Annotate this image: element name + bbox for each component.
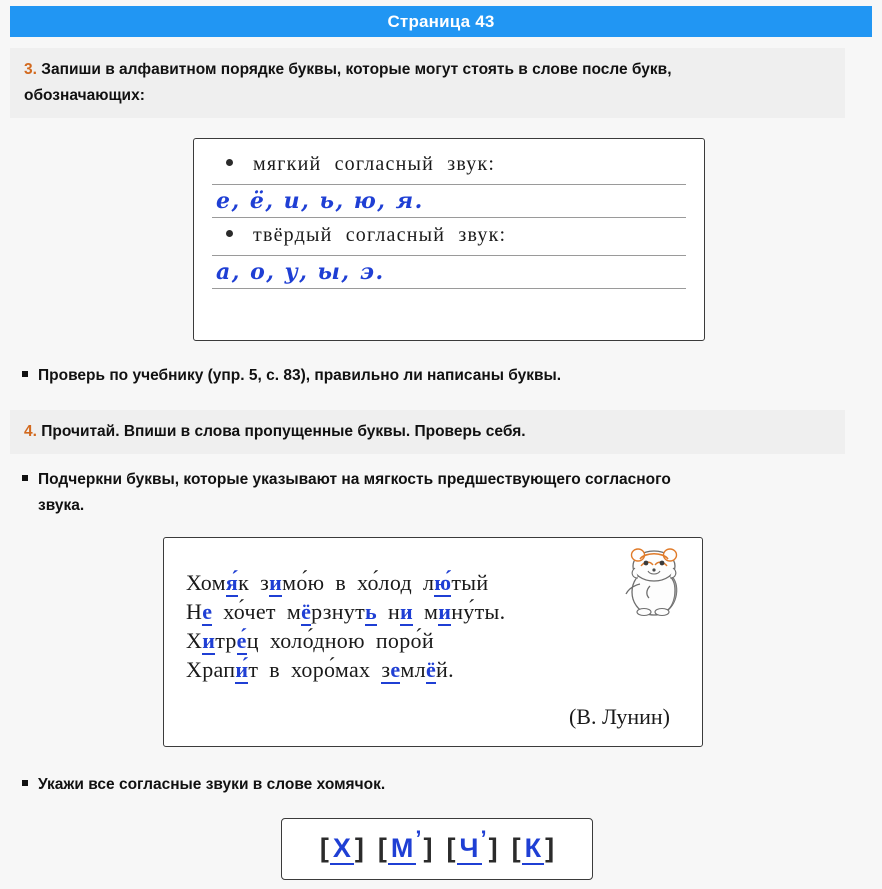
hard-consonant-label: твёрдый согласный звук: bbox=[253, 224, 507, 246]
task-3-number: 3. bbox=[24, 61, 37, 78]
sound-letter: Х bbox=[330, 833, 354, 865]
note-consonant-sounds bbox=[22, 772, 862, 798]
poem-text-run: тый bbox=[451, 570, 489, 595]
sound-letter: Ч bbox=[457, 833, 482, 865]
bracket-open: [ bbox=[511, 833, 521, 863]
bullet-dot-icon bbox=[226, 159, 233, 166]
sound-letter: М bbox=[388, 833, 417, 865]
poem-text-run: в bbox=[269, 657, 280, 682]
sound-chip-3[interactable] bbox=[446, 826, 498, 865]
poem-text-run: тр bbox=[215, 628, 237, 653]
soft-consonant-answer-line[interactable] bbox=[212, 182, 686, 220]
page-header bbox=[10, 6, 872, 37]
poem-text-run: Н bbox=[186, 599, 203, 624]
note-underline-line-1: Подчеркни буквы, которые указывают на мягкость предшествующего согласного bbox=[38, 471, 671, 488]
poem-text bbox=[186, 568, 680, 684]
poem-text-run: ну́ты. bbox=[451, 599, 506, 624]
note-underline-letters bbox=[22, 467, 852, 519]
hard-consonant-prompt bbox=[212, 224, 686, 247]
poem-marked-letter: я́ bbox=[225, 570, 239, 595]
poem-text-run: хоро́мах bbox=[290, 657, 371, 682]
soft-consonant-prompt bbox=[212, 153, 686, 176]
poem-text-run: й. bbox=[436, 657, 454, 682]
poem-author: (В. Лунин) bbox=[568, 704, 670, 729]
poem-text-run: к bbox=[238, 570, 250, 595]
poem-text-run: хо́лод bbox=[357, 570, 412, 595]
task-4-number: 4. bbox=[24, 423, 37, 440]
poem-text-run: холо́дною bbox=[269, 628, 365, 653]
poem-marked-letter: е bbox=[390, 657, 401, 682]
sound-letter: К bbox=[522, 833, 544, 865]
sound-chip-2[interactable] bbox=[377, 826, 433, 865]
consonant-sounds-box[interactable] bbox=[281, 818, 593, 880]
poem-text-run: ц bbox=[246, 628, 259, 653]
poem-text-run: в bbox=[335, 570, 347, 595]
poem-marked-letter: е́ bbox=[236, 628, 247, 653]
poem-text-run: л bbox=[422, 570, 435, 595]
sound-chip-4[interactable] bbox=[512, 833, 554, 865]
task-3-text-line-1: Запиши в алфавитном порядке буквы, которые могут стоять в слове после букв, bbox=[41, 61, 672, 78]
poem-line bbox=[186, 655, 680, 684]
poem-text-run: м bbox=[286, 599, 302, 624]
hard-consonant-answer-line[interactable] bbox=[212, 253, 686, 291]
hamster-illustration bbox=[614, 542, 692, 618]
poem-text-run: н bbox=[387, 599, 401, 624]
poem-text-run: Х bbox=[186, 628, 203, 653]
poem-marked-letter: е bbox=[202, 599, 213, 624]
sound-chip-1[interactable] bbox=[320, 833, 364, 865]
poem-text-run: мо́ю bbox=[282, 570, 325, 595]
poem-marked-letter: и bbox=[269, 570, 283, 595]
bullet-square-icon bbox=[22, 780, 28, 786]
note-check-textbook-text: Проверь по учебнику (упр. 5, с. 83), правильно ли написаны буквы. bbox=[38, 367, 562, 384]
page-title: Страница 43 bbox=[387, 11, 495, 31]
bracket-open: [ bbox=[319, 833, 329, 863]
bracket-close: ] bbox=[354, 833, 364, 863]
poem-text-run: мл bbox=[400, 657, 426, 682]
poem-marked-letter: и́ bbox=[235, 657, 249, 682]
poem-marked-letter: и bbox=[400, 599, 413, 624]
task-3-text-line-2: обозначающих: bbox=[24, 87, 145, 104]
poem-marked-letter: и bbox=[202, 628, 216, 653]
soft-consonant-answer: е, ё, и, ь, ю, я. bbox=[216, 188, 424, 214]
task-4-heading bbox=[10, 410, 845, 454]
hard-consonant-answer: а, о, у, ы, э. bbox=[216, 259, 385, 285]
bracket-close: ] bbox=[545, 833, 555, 863]
note-check-textbook bbox=[22, 363, 862, 389]
poem-text-run: Хом bbox=[186, 570, 226, 595]
poem-text-run: поро́й bbox=[375, 628, 434, 653]
poem-marked-letter: и bbox=[438, 599, 452, 624]
poem-text-run: з bbox=[260, 570, 270, 595]
poem-exercise-box bbox=[163, 537, 703, 747]
poem-marked-letter: з bbox=[381, 657, 391, 682]
poem-line bbox=[186, 597, 680, 626]
poem-line bbox=[186, 626, 680, 655]
letters-exercise-box bbox=[193, 138, 705, 341]
bullet-dot-icon bbox=[226, 230, 233, 237]
poem-text-run: хо́чет bbox=[223, 599, 276, 624]
soft-consonant-item bbox=[212, 153, 686, 220]
poem-marked-letter: ь bbox=[365, 599, 377, 624]
bracket-open: [ bbox=[446, 833, 456, 863]
poem-text-run: т bbox=[248, 657, 259, 682]
poem-marked-letter: ё bbox=[301, 599, 312, 624]
bullet-square-icon bbox=[22, 371, 28, 377]
note-underline-line-2: звука. bbox=[38, 497, 85, 514]
poem-marked-letter: ё bbox=[425, 657, 437, 682]
bracket-close: ] bbox=[423, 833, 433, 863]
note-consonant-sounds-text: Укажи все согласные звуки в слове хомячок. bbox=[38, 776, 386, 793]
softness-mark: ’ bbox=[415, 826, 422, 851]
poem-text-run: рзнут bbox=[311, 599, 365, 624]
poem-text-run: м bbox=[424, 599, 439, 624]
poem-marked-letter: ю́ bbox=[434, 570, 452, 595]
hard-consonant-item bbox=[212, 224, 686, 291]
bracket-close: ] bbox=[488, 833, 498, 863]
bullet-square-icon bbox=[22, 475, 28, 481]
poem-text-run: Храп bbox=[186, 657, 236, 682]
task-4-text: Прочитай. Впиши в слова пропущенные буквы. Проверь себя. bbox=[41, 423, 526, 440]
note-underline-letters-text bbox=[38, 467, 671, 519]
bracket-open: [ bbox=[377, 833, 387, 863]
poem-line bbox=[186, 568, 680, 597]
softness-mark: ’ bbox=[480, 826, 487, 851]
task-3-heading bbox=[10, 48, 845, 118]
soft-consonant-label: мягкий согласный звук: bbox=[253, 153, 496, 175]
